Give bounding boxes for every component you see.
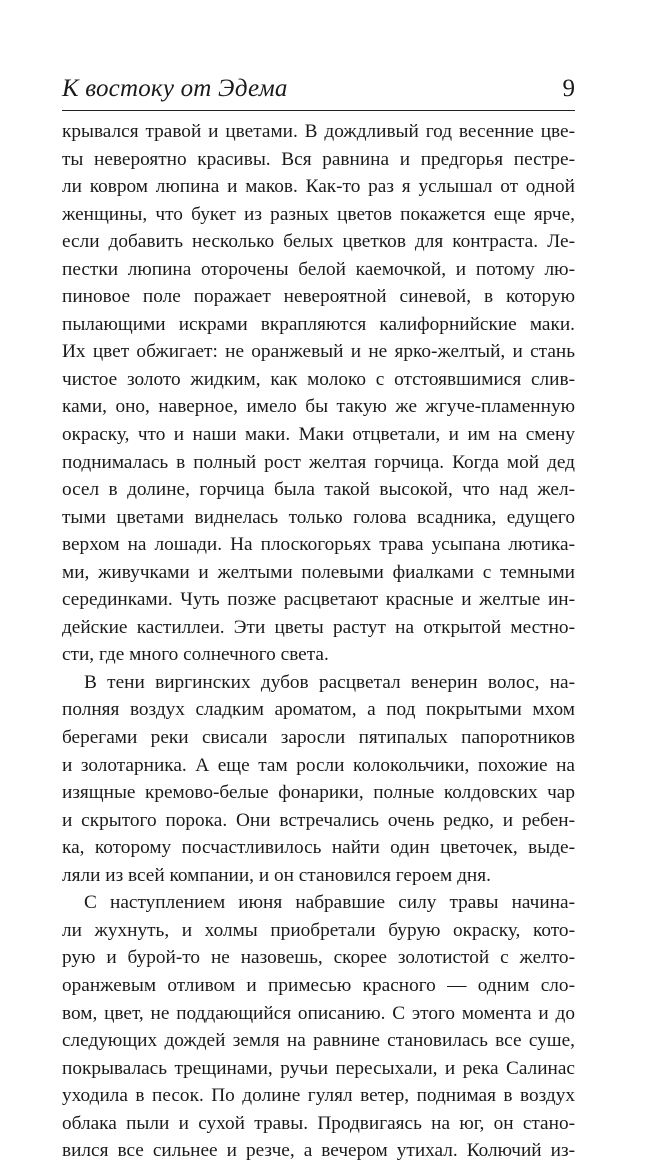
text-line: ляли из всей компании, и он становился героем дня.: [62, 864, 491, 886]
text-line: покрывалась трещинами, ручьи пересыхали, и река Салинас: [62, 1057, 575, 1079]
text-line: если добавить несколько белых цветков для контраста. Ле-: [62, 231, 575, 253]
text-line: пиновое поле поражает невероятной синевой, в которую: [62, 286, 575, 308]
text-line: и золотарника. А еще там росли колокольчики, похожие на: [62, 754, 575, 776]
text-line: тыми цветами виднелась только голова всадника, едущего: [62, 506, 575, 528]
text-line: С наступлением июня набравшие силу травы начина-: [84, 892, 575, 914]
text-line: ты невероятно красивы. Вся равнина и предгорья пестре-: [62, 148, 575, 170]
text-line: ми, живучками и желтыми полевыми фиалками с темными: [62, 561, 575, 583]
text-line: серединками. Чуть позже расцветают красные и желтые ин-: [62, 589, 575, 611]
text-line: уходила в песок. По долине гулял ветер, поднимая в воздух: [62, 1085, 575, 1107]
text-line: крывался травой и цветами. В дождливый год весенние цве-: [62, 121, 575, 142]
text-line: верхом на лошади. На плоскогорьях трава усыпана лютика-: [62, 534, 575, 556]
text-line: Их цвет обжигает: не оранжевый и не ярко-желтый, и стань: [62, 341, 575, 363]
text-line: осел в долине, горчица была такой высокой, что над жел-: [62, 479, 575, 501]
text-line: пылающими искрами вкрапляются калифорнийские маки.: [62, 313, 575, 335]
text-line: поднималась в полный рост желтая горчица. Когда мой дед: [62, 451, 575, 473]
text-line: женщины, что букет из разных цветов покажется еще ярче,: [62, 203, 575, 225]
text-line: ка, которому посчастливилось найти один цветочек, выде-: [62, 837, 575, 859]
text-line: ли жухнуть, и холмы приобретали бурую окраску, кото-: [62, 919, 575, 941]
text-line: чистое золото жидким, как молоко с отстоявшимися слив-: [62, 368, 575, 390]
text-line: окраску, что и наши маки. Маки отцветали, и им на смену: [62, 424, 575, 446]
text-line: дейские кастиллеи. Эти цветы растут на открытой местно-: [62, 616, 575, 638]
text-line: рую и бурой-то не назовешь, скорее золотистой с желто-: [62, 947, 575, 969]
text-line: оранжевым отливом и примесью красного — одним сло-: [62, 974, 575, 996]
text-line: сти, где много солнечного света.: [62, 644, 329, 666]
text-line: полняя воздух сладким ароматом, а под покрытыми мхом: [62, 699, 575, 721]
running-title: К востоку от Эдема: [62, 75, 288, 102]
text-line: вом, цвет, не поддающийся описанию. С этого момента и до: [62, 1002, 575, 1024]
text-line: изящные кремово-белые фонарики, полные колдовских чар: [62, 782, 575, 804]
text-line: облака пыли и сухой травы. Продвигаясь на юг, он стано-: [62, 1112, 575, 1134]
running-header: [62, 74, 575, 111]
text-line: берегами реки свисали заросли пятипалых папоротников: [62, 727, 575, 749]
text-line: ками, оно, наверное, имело бы такую же жгуче-пламенную: [62, 396, 575, 418]
text-line: В тени виргинских дубов расцветал венерин волос, на-: [84, 671, 575, 693]
text-line: ли ковром люпина и маков. Как-то раз я услышал от одной: [62, 176, 575, 198]
text-line: и скрытого порока. Они встречались очень редко, и ребен-: [62, 809, 575, 831]
body-text: [62, 118, 575, 1165]
page-number: 9: [562, 75, 575, 102]
text-line: следующих дождей земля на равнине становилась все суше,: [62, 1030, 575, 1052]
text-line: пестки люпина оторочены белой каемочкой, и потому лю-: [62, 258, 575, 280]
text-line: вился все сильнее и резче, а вечером утихал. Колючий из-: [62, 1140, 575, 1162]
